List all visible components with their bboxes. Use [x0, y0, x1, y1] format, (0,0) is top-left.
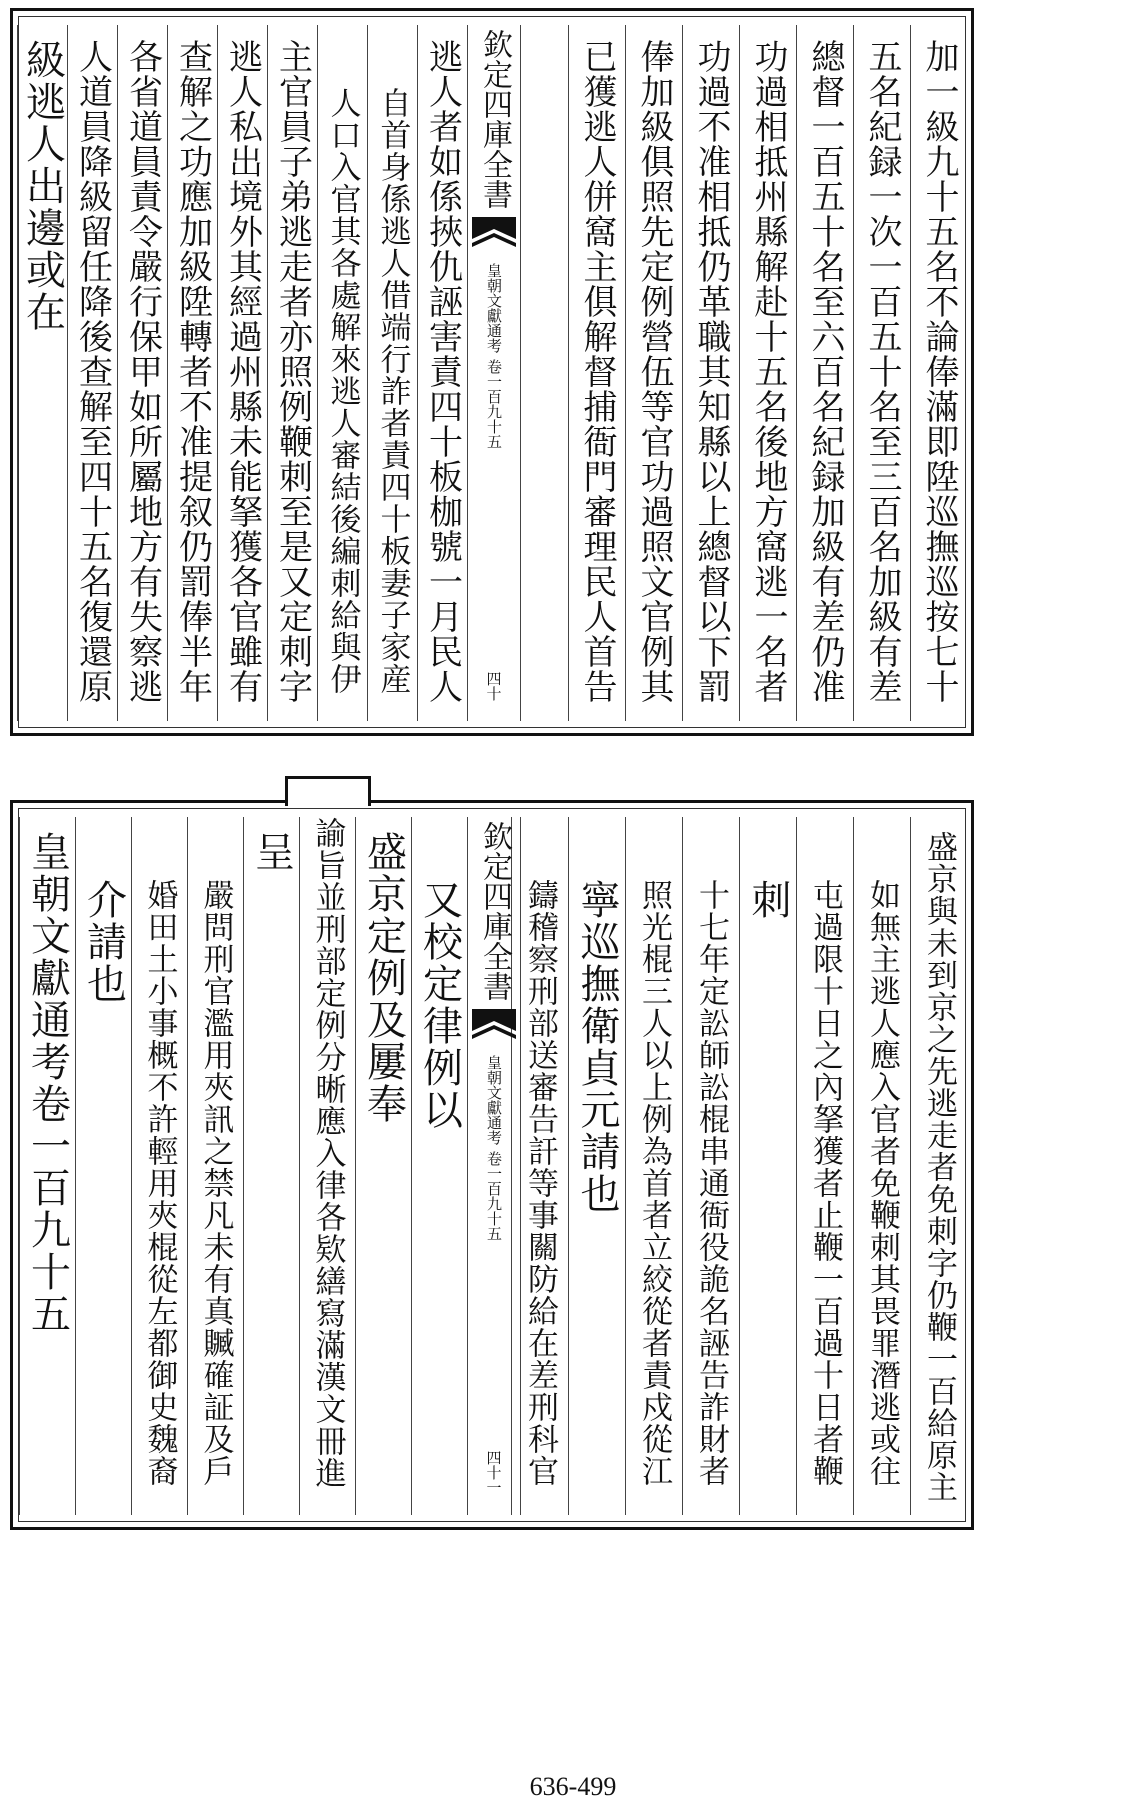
bottom-right-column — [739, 817, 796, 1515]
gutter-volume: 卷一百九十五 — [485, 1151, 503, 1241]
top-right-column-text: 俸加級俱照先定例營伍等官功過照文官例其 — [634, 39, 674, 704]
top-right-column — [910, 25, 967, 721]
top-left-column — [317, 25, 367, 721]
gutter-book-title: 皇朝文獻通考 — [485, 263, 503, 353]
bottom-left-column — [299, 817, 355, 1515]
bottom-right-column — [796, 817, 853, 1515]
top-left-column — [217, 25, 267, 721]
gutter-page-number: 四十 — [484, 671, 503, 701]
bottom-left-column — [75, 817, 131, 1515]
top-right-column-text: 加一級九十五名不論俸滿即陞巡撫巡按七十 — [919, 39, 959, 704]
top-left-column-text: 各省道員責令嚴行保甲如所屬地方有失察逃 — [122, 39, 163, 704]
top-right-column-text: 五名紀録一次一百五十名至三百名加級有差 — [862, 39, 902, 704]
gutter-title: 欽定四庫全書 — [477, 29, 512, 209]
bottom-left-column-text: 又校定律例以 — [416, 879, 463, 1131]
top-left-column-text: 主官員子弟逃走者亦照例鞭刺至是又定刺字 — [272, 39, 313, 704]
top-right-column — [682, 25, 739, 721]
bottom-right-column-text: 如無主逃人應入官者免鞭刺其畏罪潛逃或往 — [864, 879, 900, 1487]
bottom-right-column — [568, 817, 625, 1515]
bottom-right-column — [910, 817, 967, 1515]
top-right-column — [568, 25, 625, 721]
top-left-column-text: 人道員降級留任降後查解至四十五名復還原 — [72, 39, 113, 704]
top-left-column — [367, 25, 417, 721]
top-right-column — [796, 25, 853, 721]
bottom-left-column-text: 介請也 — [80, 879, 127, 1005]
top-right-column — [853, 25, 910, 721]
raised-edict-tab — [285, 776, 371, 806]
top-right-column — [739, 25, 796, 721]
top-left-column-text: 逃人私出境外其經過州縣未能拏獲各官雖有 — [222, 39, 263, 704]
bottom-right-column — [682, 817, 739, 1515]
bottom-right-column-text: 鑄稽察刑部送審告訐等事關防給在差刑科官 — [522, 879, 558, 1487]
top-page-gutter — [467, 25, 521, 721]
bottom-left-column — [187, 817, 243, 1515]
bottom-page-frame — [10, 800, 974, 1530]
top-left-column-text: 逃人者如係挾仇誣害責四十板枷號一月民人 — [422, 39, 463, 704]
top-page-frame — [10, 8, 974, 736]
gutter-title: 欽定四庫全書 — [477, 821, 512, 1001]
bottom-left-column — [243, 817, 299, 1515]
bottom-right-column-text: 屯過限十日之內拏獲者止鞭一百過十日者鞭 — [807, 879, 843, 1487]
top-left-column — [17, 25, 67, 721]
bottom-left-column — [19, 817, 75, 1515]
top-right-column-text: 功過相抵州縣解赴十五名後地方窩逃一名者 — [748, 39, 788, 704]
top-right-column — [625, 25, 682, 721]
bottom-left-column-text: 呈 — [248, 831, 295, 873]
bottom-left-column-text: 皇朝文獻通考卷一百九十五 — [24, 831, 71, 1335]
top-right-column-text: 功過不准相抵仍革職其知縣以上總督以下罰 — [691, 39, 731, 704]
bottom-right-column-text: 刺 — [745, 879, 791, 921]
gutter-volume: 卷一百九十五 — [485, 359, 503, 449]
top-left-column — [67, 25, 117, 721]
bottom-left-column-text: 盛京定例及屢奉 — [360, 831, 407, 1125]
fish-tail-icon — [472, 217, 516, 251]
top-left-column-text: 人口入官其各處解來逃人審結後編刺給與伊 — [324, 87, 361, 695]
page-number-footer: 636-499 — [529, 1772, 617, 1801]
top-left-column — [117, 25, 167, 721]
top-right-column-text: 總督一百五十名至六百名紀録加級有差仍准 — [805, 39, 845, 704]
bottom-left-column — [131, 817, 187, 1515]
top-right-column-text: 已獲逃人併窩主俱解督捕衙門審理民人首告 — [577, 39, 617, 704]
bottom-right-column-text: 照光棍三人以上例為首者立絞從者責戍從江 — [636, 879, 672, 1487]
bottom-right-column-text: 盛京與未到京之先逃走者免刺字仍鞭一百給原主 — [921, 831, 957, 1503]
bottom-left-column — [411, 817, 467, 1515]
gutter-page-number: 四十一 — [484, 1450, 503, 1495]
bottom-left-column-text: 嚴問刑官濫用夾訊之禁凡未有真贓確証及戶 — [197, 879, 234, 1487]
top-left-column-text: 自首身係逃人借端行詐者責四十板妻子家産 — [374, 87, 411, 695]
bottom-left-column-text: 諭旨並刑部定例分晰應入律各欵繕寫滿漢文冊進 — [309, 817, 346, 1489]
top-left-column-text: 查解之功應加級陞轉者不准提叙仍罰俸半年 — [172, 39, 213, 704]
bottom-left-column-text: 婚田土小事概不許輕用夾棍從左都御史魏裔 — [141, 879, 178, 1487]
bottom-page-gutter — [467, 817, 521, 1515]
top-left-column — [167, 25, 217, 721]
bottom-right-column-text: 十七年定訟師訟棍串通衙役詭名誣告詐財者 — [693, 879, 729, 1487]
fish-tail-icon — [472, 1009, 516, 1043]
bottom-right-column — [625, 817, 682, 1515]
top-left-column-text: 級逃人出邊或在 — [19, 39, 66, 333]
top-left-column — [417, 25, 467, 721]
bottom-right-column — [853, 817, 910, 1515]
bottom-left-column — [355, 817, 411, 1515]
bottom-right-column-text: 寧巡撫衛貞元請也 — [574, 879, 620, 1215]
top-left-column — [267, 25, 317, 721]
gutter-book-title: 皇朝文獻通考 — [485, 1055, 503, 1145]
